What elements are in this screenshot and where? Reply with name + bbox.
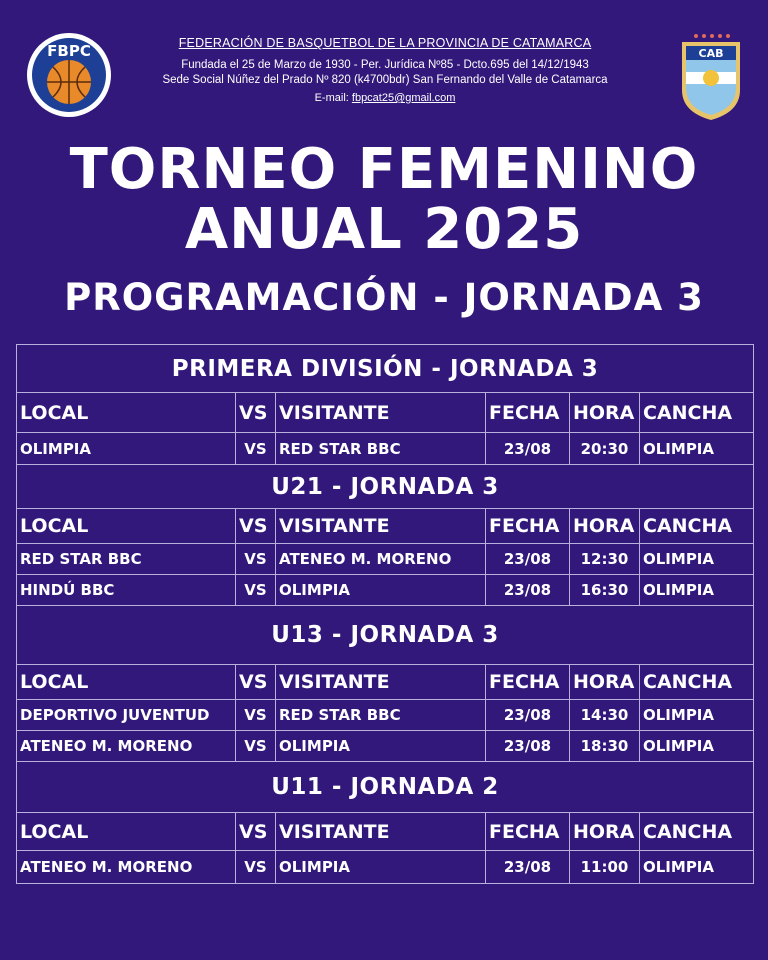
email-link[interactable]: fbpcat25@gmail.com [351,92,456,104]
match-fecha: 23/08 [486,544,570,575]
column-header-row [17,509,754,544]
title-line-2: ANUAL 2025 [184,197,584,262]
column-header-visitante: VISITANTE [276,813,486,851]
match-row [17,544,754,575]
match-local: DEPORTIVO JUVENTUD [17,700,236,731]
cab-logo-text: CAB [698,47,724,60]
match-visitante: RED STAR BBC [276,700,486,731]
column-header-row [17,393,754,433]
match-local: RED STAR BBC [17,544,236,575]
column-header-hora: HORA [570,393,640,433]
match-vs: VS [236,544,276,575]
column-header-local: LOCAL [17,665,236,700]
tournament-title [0,137,768,262]
match-vs: VS [236,700,276,731]
match-local: OLIMPIA [17,433,236,465]
match-vs: VS [236,433,276,465]
section-title-row [17,465,754,509]
match-cancha: OLIMPIA [640,575,754,606]
column-header-vs: VS [236,509,276,544]
column-header-local: LOCAL [17,509,236,544]
match-fecha: 23/08 [486,575,570,606]
column-header-vs: VS [236,813,276,851]
section-title: U11 - JORNADA 2 [17,762,754,813]
email-line [130,92,640,104]
match-visitante: RED STAR BBC [276,433,486,465]
column-header-fecha: FECHA [486,813,570,851]
address-line: Sede Social Núñez del Prado Nº 820 (k4700bdr) San Fernando del Valle de Catamarca [162,74,608,86]
match-row [17,731,754,762]
match-hora: 14:30 [570,700,640,731]
match-row [17,433,754,465]
federation-header [130,36,640,104]
fbpc-logo-text: FBPC [47,42,91,60]
match-row [17,700,754,731]
column-header-cancha: CANCHA [640,509,754,544]
org-name: FEDERACIÓN DE BASQUETBOL DE LA PROVINCIA DE CATAMARCA [178,36,592,50]
match-visitante: OLIMPIA [276,731,486,762]
match-visitante: ATENEO M. MORENO [276,544,486,575]
match-hora: 18:30 [570,731,640,762]
column-header-vs: VS [236,393,276,433]
match-vs: VS [236,731,276,762]
fbpc-logo [26,32,112,118]
column-header-local: LOCAL [17,813,236,851]
column-header-cancha: CANCHA [640,665,754,700]
column-header-cancha: CANCHA [640,813,754,851]
column-header-vs: VS [236,665,276,700]
match-cancha: OLIMPIA [640,851,754,884]
founded-line: Fundada el 25 de Marzo de 1930 - Per. Jurídica Nº85 - Dcto.695 del 14/12/1943 [181,59,589,71]
column-header-hora: HORA [570,509,640,544]
schedule-table [16,344,754,884]
column-header-hora: HORA [570,665,640,700]
section-title: U13 - JORNADA 3 [17,606,754,665]
match-visitante: OLIMPIA [276,851,486,884]
column-header-row [17,665,754,700]
match-local: ATENEO M. MORENO [17,851,236,884]
match-hora: 16:30 [570,575,640,606]
column-header-visitante: VISITANTE [276,393,486,433]
match-hora: 20:30 [570,433,640,465]
column-header-fecha: FECHA [486,393,570,433]
match-row [17,851,754,884]
column-header-fecha: FECHA [486,665,570,700]
cab-logo [678,30,744,122]
column-header-hora: HORA [570,813,640,851]
section-title-row [17,762,754,813]
section-title: PRIMERA DIVISIÓN - JORNADA 3 [17,345,754,393]
match-vs: VS [236,851,276,884]
match-fecha: 23/08 [486,700,570,731]
match-fecha: 23/08 [486,731,570,762]
section-title: U21 - JORNADA 3 [17,465,754,509]
column-header-fecha: FECHA [486,509,570,544]
section-title-row [17,606,754,665]
match-cancha: OLIMPIA [640,544,754,575]
email-label: E-mail: [314,92,349,104]
match-local: HINDÚ BBC [17,575,236,606]
column-header-visitante: VISITANTE [276,665,486,700]
schedule-subtitle: PROGRAMACIÓN - JORNADA 3 [64,276,704,319]
match-cancha: OLIMPIA [640,731,754,762]
match-cancha: OLIMPIA [640,433,754,465]
title-line-1: TORNEO FEMENINO [69,137,699,202]
match-visitante: OLIMPIA [276,575,486,606]
column-header-cancha: CANCHA [640,393,754,433]
match-hora: 11:00 [570,851,640,884]
column-header-row [17,813,754,851]
match-fecha: 23/08 [486,433,570,465]
match-cancha: OLIMPIA [640,700,754,731]
section-title-row [17,345,754,393]
match-local: ATENEO M. MORENO [17,731,236,762]
match-vs: VS [236,575,276,606]
column-header-local: LOCAL [17,393,236,433]
column-header-visitante: VISITANTE [276,509,486,544]
match-hora: 12:30 [570,544,640,575]
match-fecha: 23/08 [486,851,570,884]
match-row [17,575,754,606]
